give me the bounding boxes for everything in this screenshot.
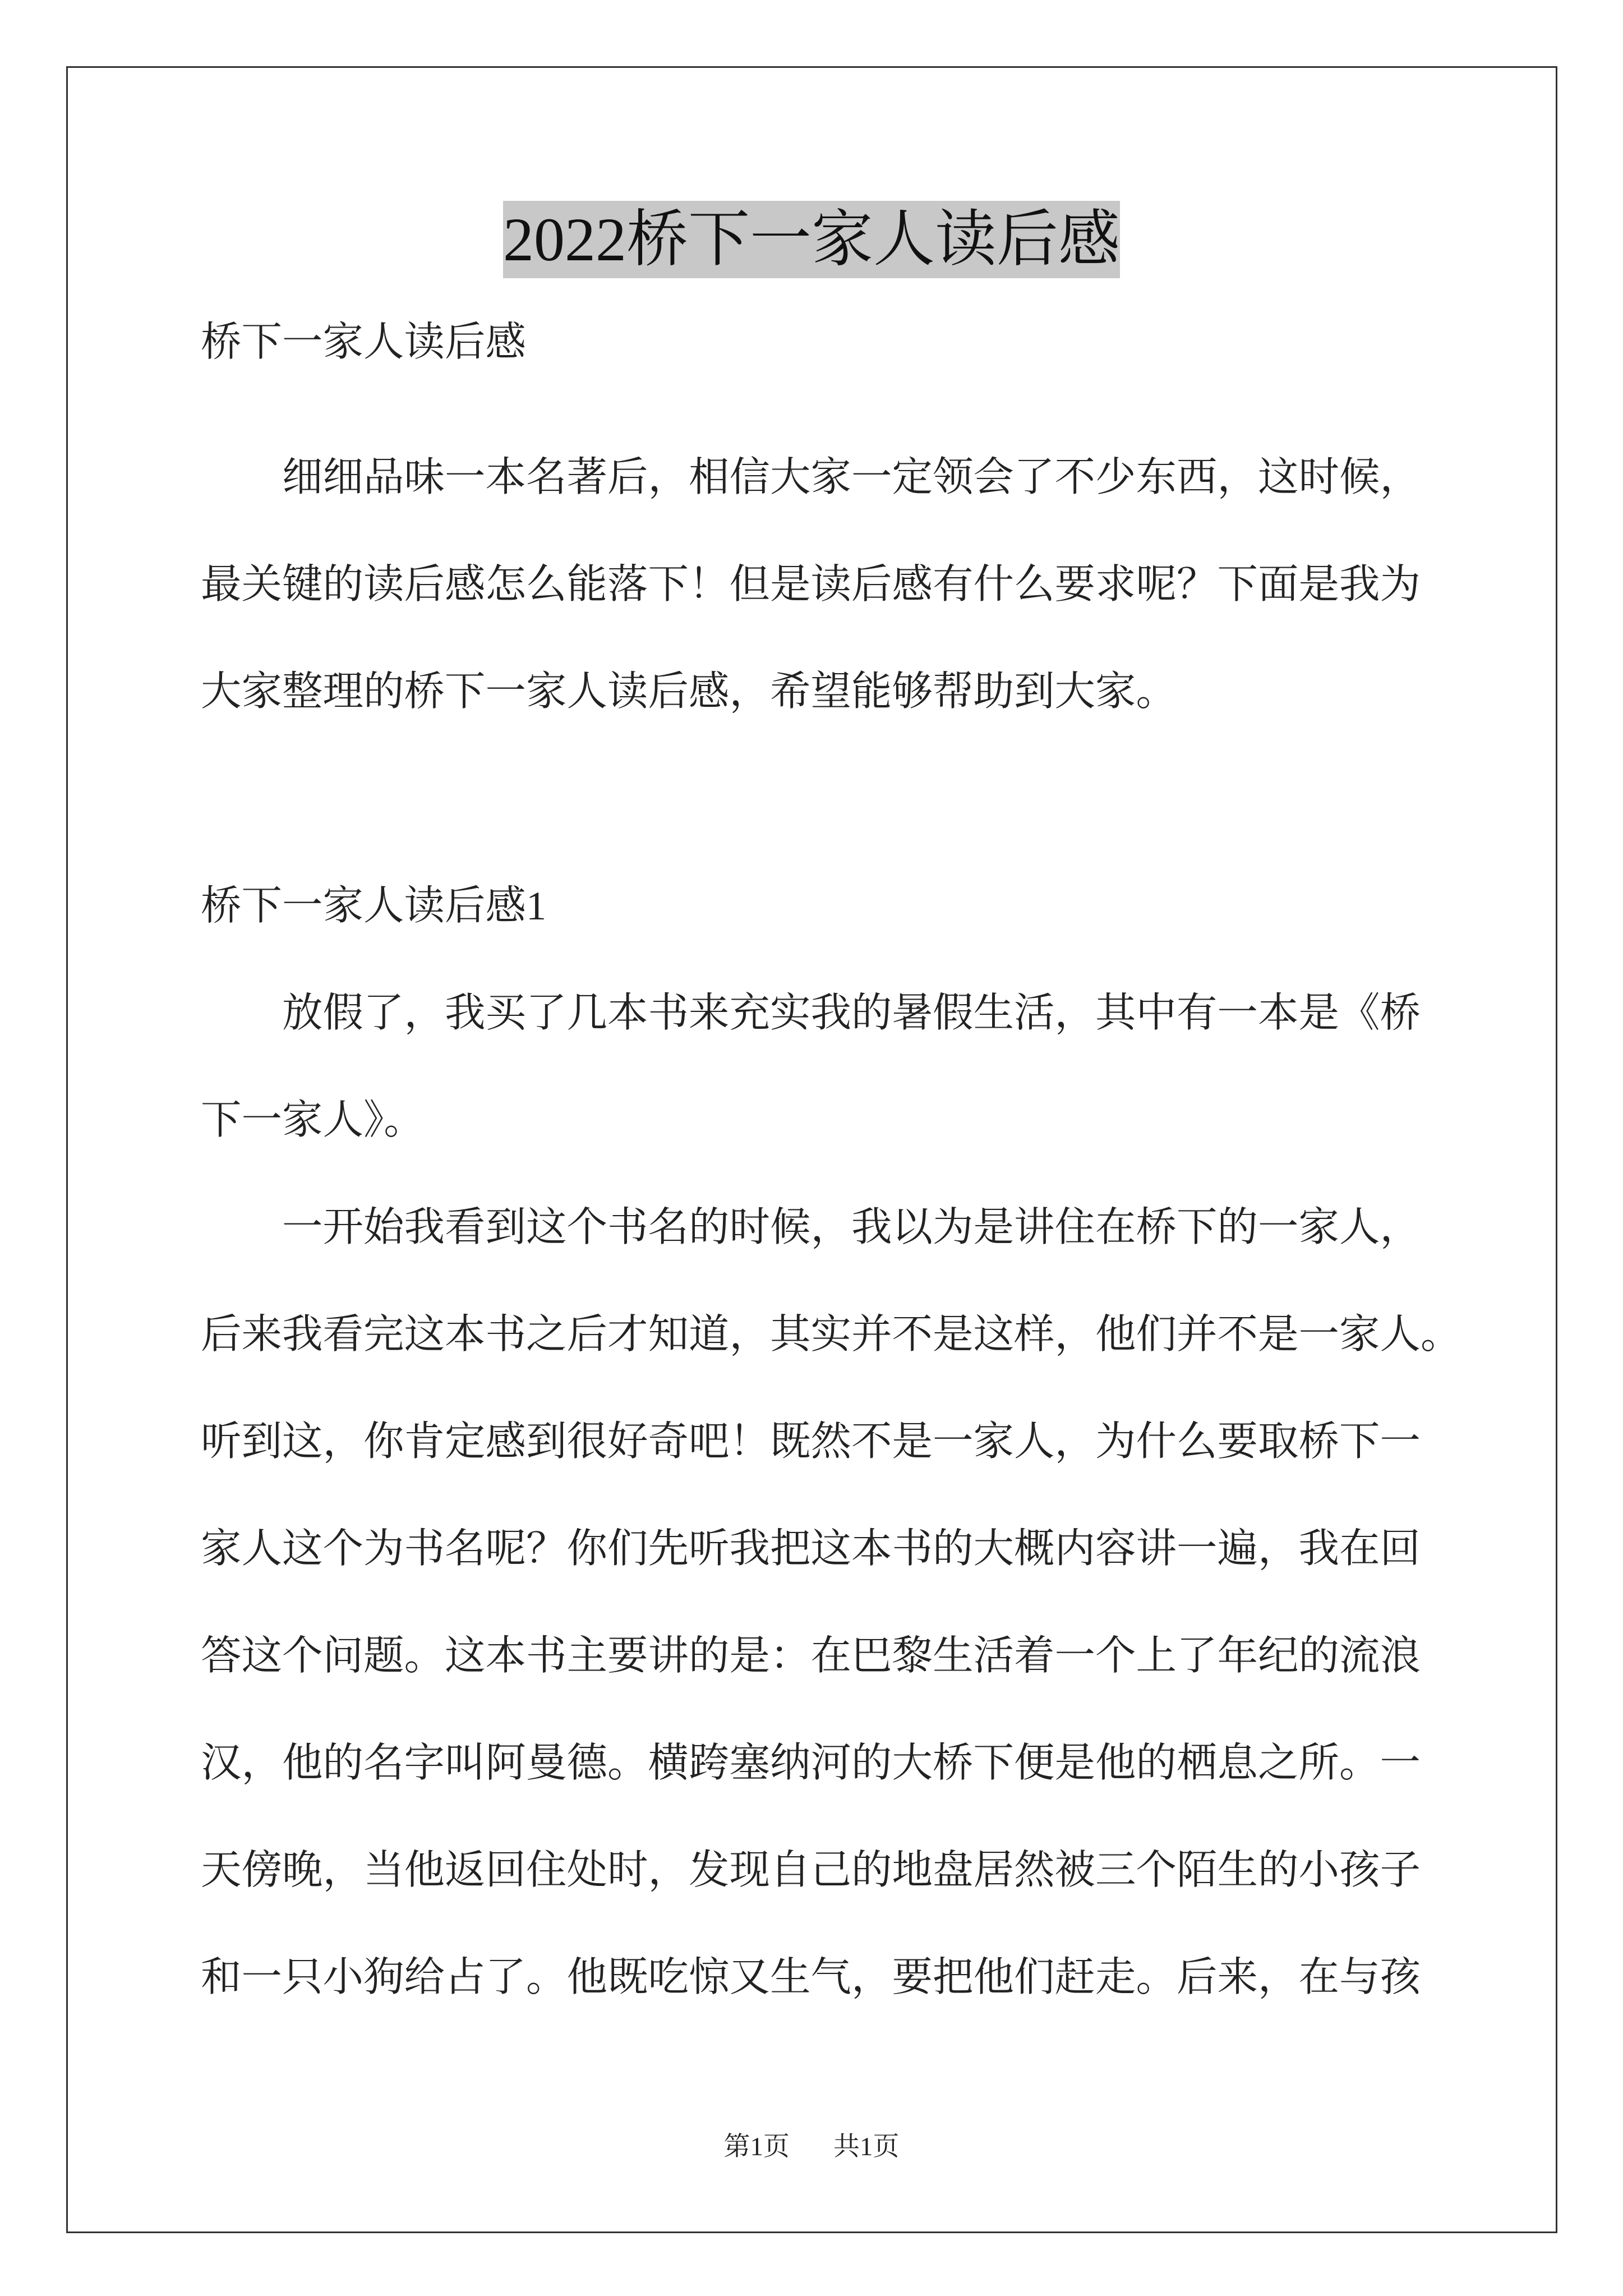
- page-number-current: 第1页: [723, 2132, 790, 2161]
- paragraph-line: 大家整理的桥下一家人读后感，希望能够帮助到大家。: [201, 669, 1177, 714]
- title-area: [0, 201, 1623, 278]
- paragraph-line: 下一家人》。: [201, 1097, 425, 1143]
- paragraph-line: 最关键的读后感怎么能落下！但是读后感有什么要求呢？下面是我为: [201, 562, 1421, 607]
- section-1: [201, 852, 1524, 2031]
- page-footer: [0, 2130, 1623, 2164]
- paragraph-line: 听到这，你肯定感到很好奇吧！既然不是一家人，为什么要取桥下一: [201, 1419, 1421, 1464]
- document-subtitle: 桥下一家人读后感: [201, 319, 526, 365]
- document-title: 2022桥下一家人读后感: [503, 201, 1120, 278]
- paragraph-line: 细细品味一本名著后，相信大家一定领会了不少东西，这时候，: [282, 454, 1421, 500]
- paragraph-line: 放假了，我买了几本书来充实我的暑假生活，其中有一本是《桥: [282, 990, 1421, 1036]
- paragraph: [201, 959, 1524, 1174]
- paragraph-line: 一开始我看到这个书名的时候，我以为是讲住在桥下的一家人，: [282, 1204, 1421, 1250]
- paragraph-line: 天傍晚，当他返回住处时，发现自己的地盘居然被三个陌生的小孩子: [201, 1847, 1421, 1893]
- section-heading: 桥下一家人读后感1: [201, 883, 547, 928]
- page-number-total: 共1页: [833, 2132, 900, 2161]
- subtitle-block: [201, 288, 1524, 395]
- intro-paragraph: [201, 424, 1524, 745]
- paragraph-line: 家人这个为书名呢？你们先听我把这本书的大概内容讲一遍，我在回: [201, 1526, 1421, 1571]
- paragraph-line: 答这个问题。这本书主要讲的是：在巴黎生活着一个上了年纪的流浪: [201, 1633, 1421, 1678]
- paragraph-line: 汉，他的名字叫阿曼德。横跨塞纳河的大桥下便是他的栖息之所。一: [201, 1740, 1421, 1786]
- paragraph: [201, 1174, 1524, 2031]
- paragraph-line: 和一只小狗给占了。他既吃惊又生气，要把他们赶走。后来，在与孩: [201, 1954, 1421, 2000]
- paragraph-line: 后来我看完这本书之后才知道，其实并不是这样，他们并不是一家人。: [201, 1312, 1461, 1357]
